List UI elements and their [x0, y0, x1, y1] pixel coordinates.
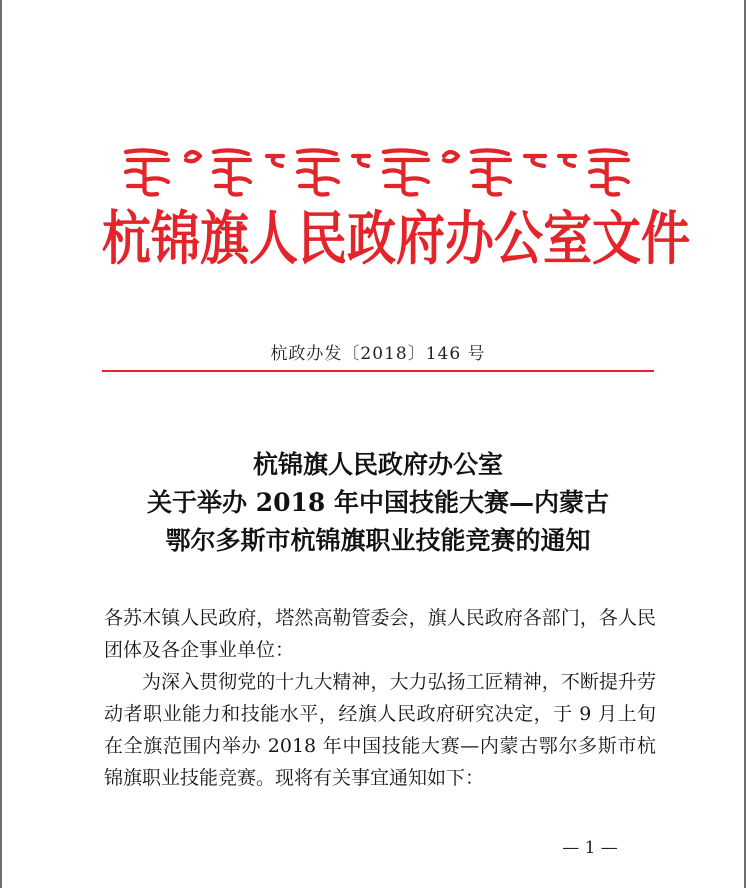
notice-title: [90, 446, 666, 560]
notice-title-line-3: 鄂尔多斯市杭锦旗职业技能竞赛的通知: [165, 526, 591, 555]
mongolian-letter-9: [472, 150, 510, 194]
mongolian-letter-5: [298, 150, 338, 194]
mongolian-letter-8: [444, 152, 458, 161]
mongolian-letter-11: [559, 156, 575, 166]
mongolian-letter-3: [214, 150, 250, 194]
document-number: 杭政办发〔2018〕146 号: [270, 344, 486, 364]
mongolian-letter-12: [590, 150, 628, 194]
notice-title-line-1: 杭锦旗人民政府办公室: [252, 450, 503, 479]
mongolian-letter-4: [267, 156, 283, 166]
page-number: — 1 —: [562, 838, 618, 858]
body-paragraph-1: 为深入贯彻党的十九大精神，大力弘扬工匠精神，不断提升劳动者职业能力和技能水平，经旗人民政府研究决定，于 9 月上旬在全旗范围内举办 2018 年中国技能大赛—内蒙古鄂尔多斯市杭锦旗职业技能竞赛。现将有关事宜通知如下：: [104, 671, 656, 789]
mongolian-letter-6: [353, 156, 369, 166]
mongolian-letter-7: [384, 150, 428, 194]
addressee-paragraph: 各苏木镇人民政府，塔然高勒管委会，旗人民政府各部门，各人民团体及各企事业单位：: [104, 607, 656, 661]
notice-title-line-2: 关于举办 2018 年中国技能大赛—内蒙古: [147, 488, 609, 517]
mongolian-letter-2: [186, 152, 200, 161]
page-edge-left: [0, 0, 2, 888]
mongolian-letter-10: [525, 156, 545, 166]
mongolian-script-title: [112, 146, 642, 198]
agency-header-title: 杭锦旗人民政府办公室文件: [102, 205, 691, 273]
red-separator-line: [102, 370, 654, 372]
notice-body: [104, 602, 656, 794]
mongolian-letter-1: [126, 150, 168, 194]
